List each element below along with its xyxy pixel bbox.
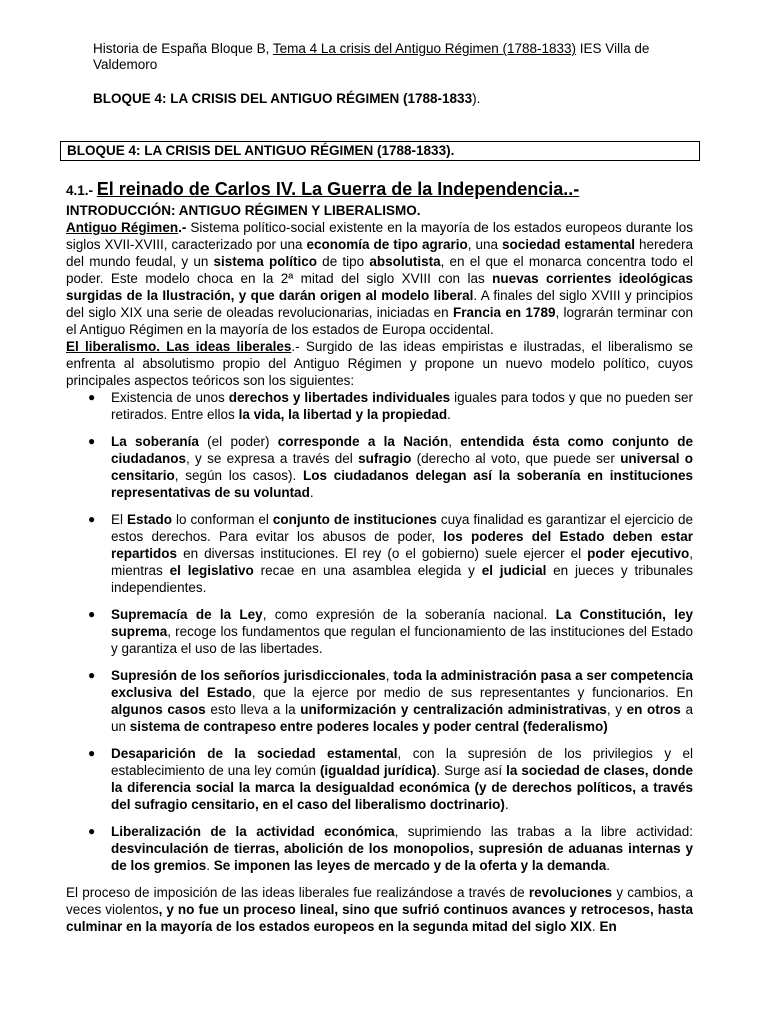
text-run: , recoge los fundamentos que regulan el funcionamiento de las instituciones del Estado y garantiza el uso de las libertades. — [111, 624, 693, 656]
section-title-text: El reinado de Carlos IV. La Guerra de la Independencia..- — [96, 179, 580, 199]
text-run: en diversas instituciones. El rey (o el gobierno) suele ejercer el — [177, 546, 588, 561]
emphasis-run: , y no fue un proceso lineal, sino que sufrió continuos avances y retrocesos, hasta culminar en la mayoría de los estados europeos en la segunda mitad del siglo XIX — [66, 902, 693, 934]
emphasis-run: absolutista — [369, 254, 441, 269]
emphasis-run: la sociedad de clases, donde la diferencia social la marca la desigualdad económica (y de derechos políticos, a través del sufragio censitario, en el caso del liberalismo doctrinario) — [111, 763, 694, 812]
emphasis-run: sistema de contrapeso entre poderes locales y poder central (federalismo) — [129, 719, 608, 734]
block-title — [93, 91, 480, 107]
block-title-end: ). — [472, 91, 481, 106]
bullet-icon: ● — [88, 607, 96, 621]
text-run: , en el que el monarca concentra todo el poder. Este modelo choca en la 2ª mitad del siglo XVIII con las — [66, 254, 693, 286]
emphasis-run: En — [599, 919, 617, 934]
emphasis-run: conjunto de instituciones — [272, 512, 437, 527]
liberal-principles-list — [66, 389, 693, 874]
section-title — [97, 179, 579, 199]
emphasis-run: el legislativo — [169, 563, 254, 578]
list-item — [66, 606, 693, 657]
bullet-icon: ● — [88, 746, 96, 760]
text-run: . Surge así — [436, 763, 507, 778]
text-run: , mientras — [111, 546, 693, 578]
text-run: . — [606, 858, 610, 873]
emphasis-run: La Constitución, ley suprema — [111, 607, 693, 639]
text-run: (derecho al voto, que puede ser — [411, 451, 621, 466]
text-run: , y se expresa a través del — [186, 451, 359, 466]
document-header — [93, 41, 693, 73]
emphasis-run: Se imponen las leyes de mercado y de la oferta y la demanda — [213, 858, 607, 873]
bullet-icon: ● — [88, 512, 96, 526]
emphasis-run: entendida ésta como conjunto de ciudadanos — [111, 434, 694, 466]
emphasis-run: sociedad estamental — [501, 237, 635, 252]
text-run: . — [504, 797, 509, 812]
emphasis-run: la vida, la libertad y la propiedad — [238, 407, 448, 422]
emphasis-run: algunos casos — [111, 702, 206, 717]
bullet-icon: ● — [88, 824, 96, 838]
section-heading — [66, 178, 693, 202]
emphasis-run: sufragio — [358, 451, 412, 466]
emphasis-run: desvinculación de tierras, abolición de los monopolios, supresión de aduanas internas y de los gremios — [111, 841, 693, 873]
header-suffix: IES Villa de Valdemoro — [93, 41, 650, 72]
text-run: . — [206, 858, 214, 873]
emphasis-run: revoluciones — [528, 885, 613, 900]
text-run: cuya finalidad es garantizar el ejercicio de estos derechos. Para evitar los abusos de poder, — [111, 512, 693, 544]
text-run: . — [447, 407, 451, 422]
text-run: , suprimiendo las trabas a la libre actividad: — [394, 824, 693, 839]
emphasis-run: el judicial — [481, 563, 547, 578]
text-run: . A finales del siglo XVIII y principios del siglo XIX una serie de oleadas revolucionarias, iniciadas en — [66, 288, 693, 320]
text-run: .- Surgido de las ideas empiristas e ilustradas, el liberalismo se enfrenta al absolutismo propio del Antiguo Régimen y propone un nuevo modelo político, cuyos principales aspectos teóricos son los siguientes: — [66, 339, 694, 388]
text-run: iguales para todos y que no pueden ser retirados. Entre ellos — [111, 390, 693, 422]
intro-heading: INTRODUCCIÓN: ANTIGUO RÉGIMEN Y LIBERALISMO. — [66, 203, 421, 218]
text-run: recae en una asamblea elegida y — [253, 563, 482, 578]
boxed-block-title: BLOQUE 4: LA CRISIS DEL ANTIGUO RÉGIMEN (1788-1833). — [60, 141, 700, 161]
text-run: a un — [111, 702, 693, 734]
text-run: , y — [606, 702, 627, 717]
emphasis-run: Antiguo Régimen — [66, 220, 179, 235]
text-run: en jueces y tribunales independientes. — [111, 563, 693, 595]
list-item — [66, 511, 693, 596]
emphasis-run: La soberanía — [111, 434, 199, 449]
emphasis-run: Supremacía de la Ley — [111, 607, 263, 622]
emphasis-run: corresponde a la Nación — [277, 434, 449, 449]
emphasis-run: toda la administración pasa a ser competencia exclusiva del Estado — [111, 668, 693, 700]
liberalismo-paragraph — [66, 338, 693, 389]
text-run: , — [448, 434, 461, 449]
list-item — [66, 745, 693, 813]
header-prefix: Historia de España Bloque B, — [93, 41, 273, 56]
text-run: , — [385, 668, 394, 683]
text-run: esto lleva a la — [205, 702, 301, 717]
emphasis-run: sistema político — [213, 254, 317, 269]
emphasis-run: Desaparición de la sociedad estamental — [111, 746, 398, 761]
emphasis-run: Liberalización de la actividad económica — [111, 824, 395, 839]
emphasis-run: (igualdad jurídica) — [319, 763, 437, 778]
text-run: (el poder) — [198, 434, 278, 449]
text-run: , una — [467, 237, 502, 252]
text-run: y cambios, a veces violentos — [66, 885, 693, 917]
emphasis-run: universal o censitario — [111, 451, 693, 483]
emphasis-run: nuevas corrientes ideológicas surgidas de la Ilustración, y que darán origen al modelo liberal — [66, 271, 693, 303]
main-content — [66, 178, 693, 935]
emphasis-run: los poderes del Estado deben estar repartidos — [111, 529, 693, 561]
emphasis-run: poder ejecutivo — [587, 546, 690, 561]
list-item — [66, 433, 693, 501]
text-run: de tipo — [317, 254, 370, 269]
list-item — [66, 667, 693, 735]
text-run: , con la supresión de los privilegios y el establecimiento de una ley común — [111, 746, 693, 778]
text-run: . — [591, 919, 600, 934]
text-run: , como expresión de la soberanía nacional. — [262, 607, 556, 622]
emphasis-run: Francia en 1789 — [453, 305, 556, 320]
text-run: Sistema político-social existente en la mayoría de los estados europeos durante los siglos XVII-XVIII, caracterizado por una — [66, 220, 694, 252]
closing-paragraph — [66, 884, 693, 935]
bullet-icon: ● — [88, 434, 96, 448]
emphasis-run: derechos y libertades individuales — [228, 390, 451, 405]
section-number: 4.1.- — [66, 183, 97, 198]
bullet-icon: ● — [88, 668, 96, 682]
block-title-bold: BLOQUE 4: LA CRISIS DEL ANTIGUO RÉGIMEN (1788-1833 — [93, 91, 473, 106]
emphasis-run: Los ciudadanos delegan así la soberanía en instituciones representativas de su voluntad — [111, 468, 693, 500]
text-run: El — [111, 512, 128, 527]
list-item — [66, 389, 693, 423]
emphasis-run: Estado — [127, 512, 173, 527]
text-run: , que la ejerce por medio de sus representantes y funcionarios. En — [251, 685, 693, 700]
text-run: , lograrán terminar con el Antiguo Régimen en la mayoría de los estados de Europa occidental. — [66, 305, 694, 337]
list-item — [66, 823, 693, 874]
emphasis-run: en otros — [626, 702, 681, 717]
text-run: lo conforman el — [172, 512, 273, 527]
emphasis-run: .- — [178, 220, 191, 235]
text-run: heredera del mundo feudal, y un — [66, 237, 694, 269]
text-run: . — [309, 485, 314, 500]
text-run: Existencia de unos — [111, 390, 229, 405]
emphasis-run: Supresión de los señoríos jurisdiccionales — [111, 668, 386, 683]
emphasis-run: uniformización y centralización administrativas — [300, 702, 607, 717]
course-link[interactable]: Tema 4 La crisis del Antiguo Régimen (1788-1833) — [272, 41, 577, 56]
text-run: El proceso de imposición de las ideas liberales fue realizándose a través de — [66, 885, 529, 900]
text-run: , según los casos). — [174, 468, 304, 483]
emphasis-run: economía de tipo agrario — [306, 237, 468, 252]
antiguo-regimen-paragraph — [66, 219, 693, 338]
emphasis-run: El liberalismo. Las ideas liberales — [66, 339, 292, 354]
bullet-icon: ● — [88, 390, 96, 404]
